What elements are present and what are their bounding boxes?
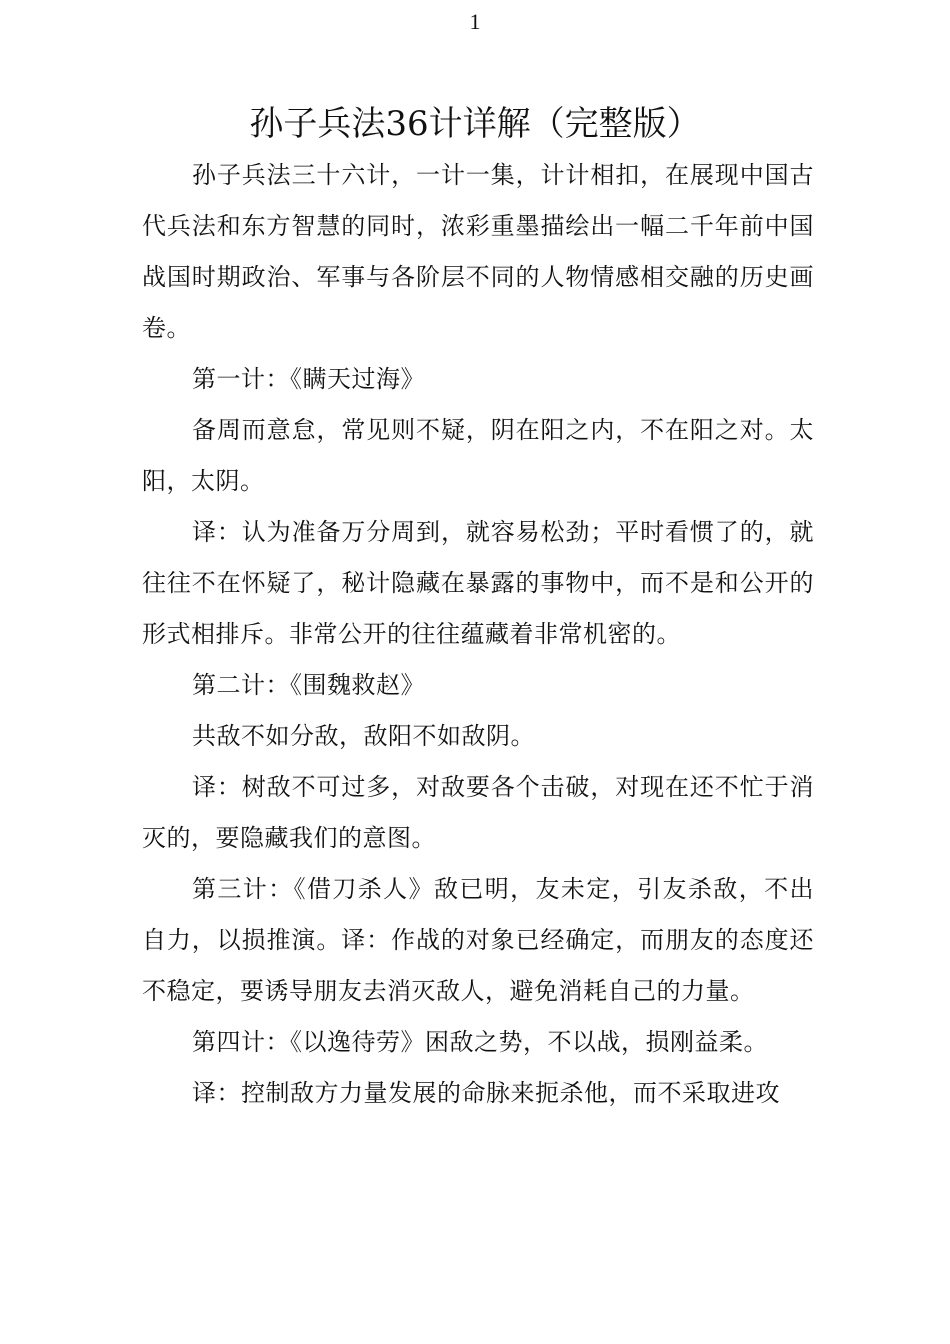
document-body [142, 150, 814, 1119]
strategy-2-translation: 译：树敌不可过多，对敌要各个击破，对现在还不忙于消灭的，要隐藏我们的意图。 [142, 773, 814, 852]
page-number: 1 [469, 9, 481, 34]
strategy-3-paragraph: 第三计：《借刀杀人》敌已明，友未定，引友杀敌，不出自力，以损推演。译：作战的对象已经确定，而朋友的态度还不稳定，要诱导朋友去消灭敌人，避免消耗自己的力量。 [142, 875, 814, 1005]
intro-paragraph: 孙子兵法三十六计，一计一集，计计相扣，在展现中国古代兵法和东方智慧的同时，浓彩重墨描绘出一幅二千年前中国战国时期政治、军事与各阶层不同的人物情感相交融的历史画卷。 [142, 161, 814, 342]
document-title: 孙子兵法36计详解（完整版） [249, 104, 701, 144]
strategy-4-heading: 第四计：《以逸待劳》困敌之势，不以战，损刚益柔。 [192, 1028, 768, 1056]
strategy-1-text: 备周而意怠，常见则不疑，阴在阳之内，不在阳之对。太阳，太阴。 [142, 416, 814, 495]
strategy-2-heading: 第二计：《围魏救赵》 [192, 671, 425, 699]
strategy-1-heading: 第一计：《瞒天过海》 [192, 365, 425, 393]
strategy-4-translation: 译：控制敌方力量发展的命脉来扼杀他，而不采取进攻 [192, 1079, 780, 1107]
strategy-2-text: 共敌不如分敌，敌阳不如敌阴。 [192, 722, 535, 750]
strategy-1-translation: 译：认为准备万分周到，就容易松劲；平时看惯了的，就往往不在怀疑了，秘计隐藏在暴露的事物中，而不是和公开的形式相排斥。非常公开的往往蕴藏着非常机密的。 [142, 518, 814, 648]
